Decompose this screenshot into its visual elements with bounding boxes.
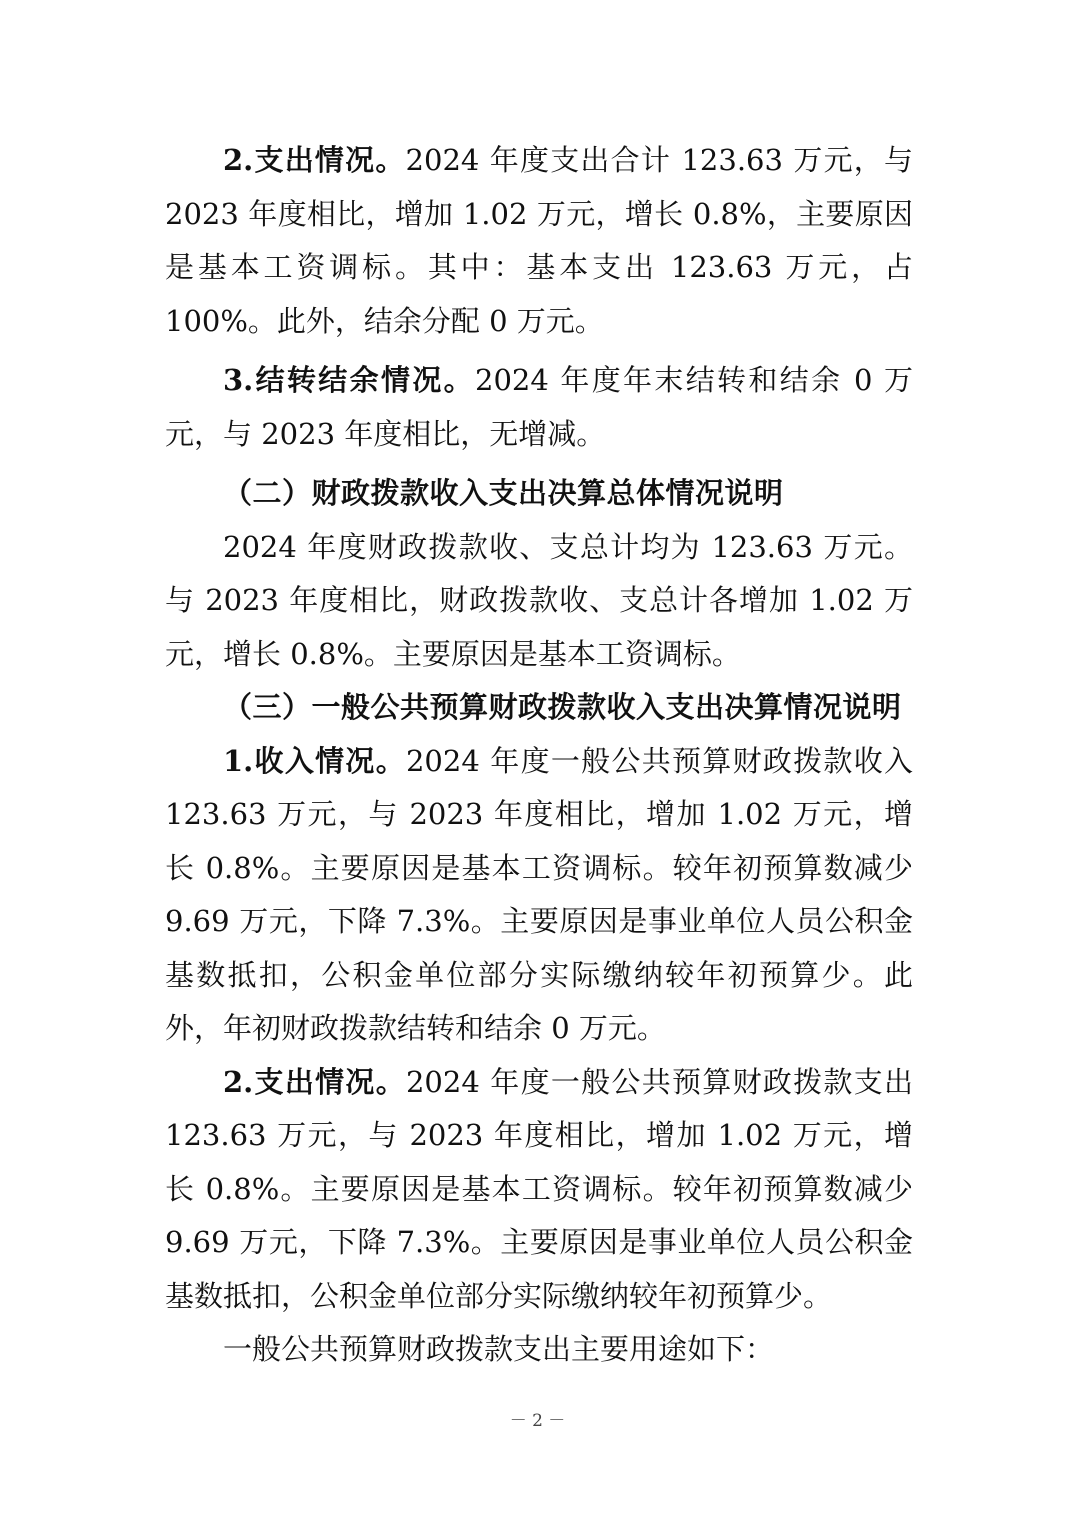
paragraph-text: 2024 年度支出合计 123.63 万元，与 2023 年度相比，增加 1.02 万元，增长 0.8%，主要原因是基本工资调标。其中：基本支出 123.63 万元，占 100%。此外，结余分配 0 万元。 bbox=[165, 143, 913, 338]
paragraph-carryover bbox=[165, 354, 913, 461]
paragraph-expenditure bbox=[165, 134, 913, 348]
paragraph-main-uses: 一般公共预算财政拨款支出主要用途如下： bbox=[223, 1332, 775, 1366]
paragraph-text: 2024 年度一般公共预算财政拨款支出 123.63 万元，与 2023 年度相比，增加 1.02 万元，增长 0.8%。主要原因是基本工资调标。较年初预算数减少 9.69 万元，下降 7.3%。主要原因是事业单位人员公积金基数抵扣，公积金单位部分实际缴纳较年初预算少。 bbox=[165, 1064, 913, 1313]
paragraph-text: 2024 年度年末结转和结余 0 万元，与 2023 年度相比，无增减。 bbox=[165, 363, 913, 451]
paragraph-general-budget-income bbox=[165, 735, 913, 1056]
section-heading-fiscal-appropriation: （二）财政拨款收入支出决算总体情况说明 bbox=[223, 476, 784, 510]
paragraph-lead: 2.支出情况。 bbox=[223, 1064, 406, 1099]
section-heading-general-budget: （三）一般公共预算财政拨款收入支出决算情况说明 bbox=[223, 690, 902, 724]
paragraph-text: 2024 年度一般公共预算财政拨款收入 123.63 万元，与 2023 年度相比，增加 1.02 万元，增长 0.8%。主要原因是基本工资调标。较年初预算数减少 9.69 万元，下降 7.3%。主要原因是事业单位人员公积金基数抵扣，公积金单位部分实际缴纳较年初预算少。此外，年初财政拨款结转和结余 0 万元。 bbox=[165, 743, 913, 1045]
paragraph-lead: 3.结转结余情况。 bbox=[223, 363, 475, 397]
paragraph-lead: 1.收入情况。 bbox=[223, 743, 406, 778]
document-page bbox=[165, 134, 913, 1377]
paragraph-general-budget-expenditure bbox=[165, 1056, 913, 1324]
paragraph-fiscal-appropriation: 2024 年度财政拨款收、支总计均为 123.63 万元。与 2023 年度相比，财政拨款收、支总计各增加 1.02 万元，增长 0.8%。主要原因是基本工资调标。 bbox=[165, 529, 913, 671]
paragraph-lead: 2.支出情况。 bbox=[223, 143, 406, 177]
page-number: － 2 － bbox=[509, 1411, 566, 1431]
